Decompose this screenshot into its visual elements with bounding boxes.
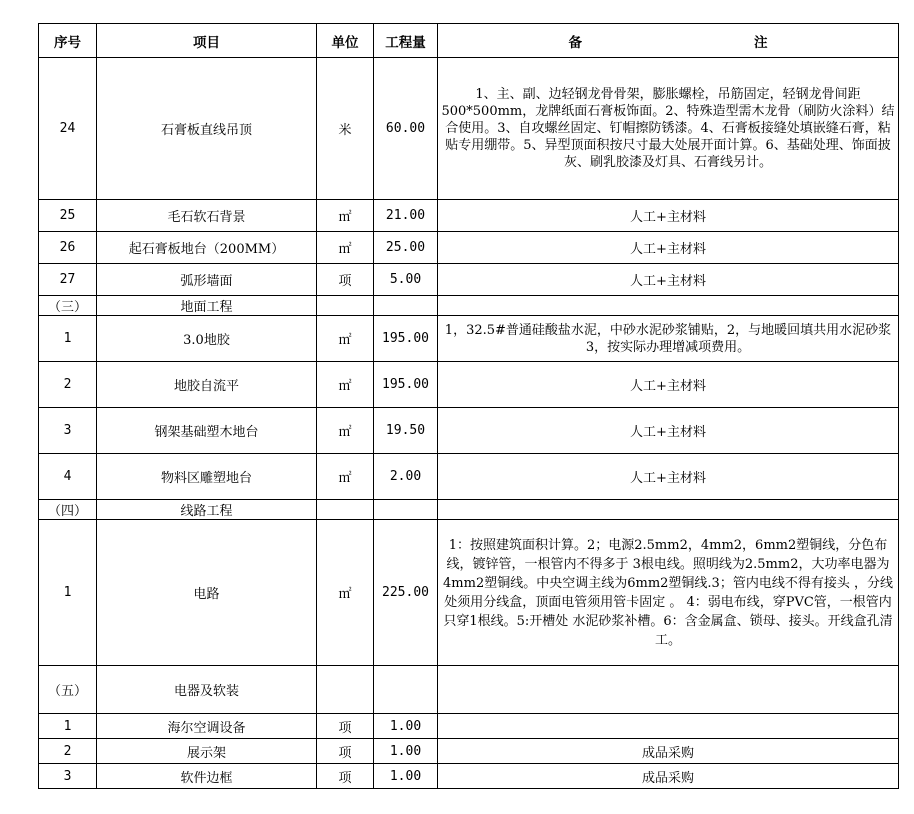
row-seq: 24	[39, 58, 97, 200]
empty-cell	[317, 500, 374, 520]
row-item: 电路	[97, 520, 317, 666]
empty-cell	[374, 666, 438, 714]
row-qty: 1.00	[374, 764, 438, 789]
row-qty: 21.00	[374, 200, 438, 232]
row-unit: 项	[317, 714, 374, 739]
empty-cell	[438, 296, 899, 316]
header-qty: 工程量	[374, 24, 438, 58]
row-note: 1，32.5#普通硅酸盐水泥，中砂水泥砂浆铺贴，2，与地暖回填共用水泥砂浆3，按实际办理增减项费用。	[438, 316, 899, 362]
table-row	[39, 520, 899, 666]
table-row	[39, 232, 899, 264]
empty-cell	[438, 500, 899, 520]
row-note: 人工+主材料	[438, 232, 899, 264]
row-seq: 4	[39, 454, 97, 500]
row-seq: 26	[39, 232, 97, 264]
empty-cell	[317, 296, 374, 316]
row-seq: 25	[39, 200, 97, 232]
row-item: 毛石软石背景	[97, 200, 317, 232]
header-note-b: 注	[754, 34, 768, 51]
row-unit: 项	[317, 739, 374, 764]
row-unit: 米	[317, 58, 374, 200]
row-note: 人工+主材料	[438, 200, 899, 232]
empty-cell	[317, 666, 374, 714]
row-note: 成品采购	[438, 739, 899, 764]
row-qty: 1.00	[374, 739, 438, 764]
row-seq: 3	[39, 764, 97, 789]
section-number: （五）	[39, 666, 97, 714]
row-seq: 3	[39, 408, 97, 454]
empty-cell	[438, 666, 899, 714]
row-seq: 1	[39, 520, 97, 666]
table-row	[39, 316, 899, 362]
row-note: 1：按照建筑面积计算。2；电源2.5mm2，4mm2，6mm2塑铜线，分色布 线，镀锌管，一根管内不得多于 3根电线。照明线为2.5mm2，大功率电器为 4mm2塑铜线。中央空调主线为6mm2塑铜线.3；管内电线不得有接头 ，分线处须用分线盒，顶面电管须用管卡固定 。 4：弱电布线，穿PVC管，一根管内只穿1根线。5:开槽处 水泥砂浆补槽。6：含金属盒、锁母、接头。开线盒孔清工。	[438, 520, 899, 666]
row-qty: 5.00	[374, 264, 438, 296]
row-unit: ㎡	[317, 200, 374, 232]
section-number: （四）	[39, 500, 97, 520]
table-row	[39, 739, 899, 764]
row-note	[438, 714, 899, 739]
section-number: （三）	[39, 296, 97, 316]
row-unit: ㎡	[317, 362, 374, 408]
row-item: 软件边框	[97, 764, 317, 789]
header-notes	[438, 24, 899, 58]
row-seq: 2	[39, 362, 97, 408]
row-qty: 195.00	[374, 362, 438, 408]
row-unit: 项	[317, 264, 374, 296]
section-row	[39, 296, 899, 316]
row-item: 弧形墙面	[97, 264, 317, 296]
header-note-a: 备	[568, 34, 582, 51]
row-unit: 项	[317, 764, 374, 789]
row-qty: 19.50	[374, 408, 438, 454]
quotation-table	[38, 23, 899, 789]
row-note: 人工+主材料	[438, 362, 899, 408]
header-seq: 序号	[39, 24, 97, 58]
empty-cell	[374, 296, 438, 316]
section-row	[39, 500, 899, 520]
row-qty: 25.00	[374, 232, 438, 264]
row-seq: 2	[39, 739, 97, 764]
section-title: 线路工程	[97, 500, 317, 520]
row-qty: 195.00	[374, 316, 438, 362]
row-seq: 1	[39, 316, 97, 362]
table-row	[39, 58, 899, 200]
row-item: 海尔空调设备	[97, 714, 317, 739]
row-qty: 225.00	[374, 520, 438, 666]
row-note: 成品采购	[438, 764, 899, 789]
row-item: 3.0地胶	[97, 316, 317, 362]
row-unit: ㎡	[317, 232, 374, 264]
section-title: 地面工程	[97, 296, 317, 316]
header-item: 项目	[97, 24, 317, 58]
table-row	[39, 408, 899, 454]
section-row	[39, 666, 899, 714]
table-row	[39, 454, 899, 500]
row-item: 起石膏板地台（200MM）	[97, 232, 317, 264]
section-title: 电器及软装	[97, 666, 317, 714]
row-seq: 27	[39, 264, 97, 296]
row-unit: ㎡	[317, 520, 374, 666]
row-note: 人工+主材料	[438, 408, 899, 454]
row-unit: ㎡	[317, 316, 374, 362]
header-unit: 单位	[317, 24, 374, 58]
row-qty: 60.00	[374, 58, 438, 200]
row-unit: ㎡	[317, 454, 374, 500]
row-item: 物料区雕塑地台	[97, 454, 317, 500]
table-row	[39, 264, 899, 296]
row-item: 钢架基础塑木地台	[97, 408, 317, 454]
header-row	[39, 24, 899, 58]
empty-cell	[374, 500, 438, 520]
row-note: 1、主、副、边轻钢龙骨骨架，膨胀螺栓，吊筋固定，轻钢龙骨间距500*500mm，龙牌纸面石膏板饰面。2、特殊造型需木龙骨（刷防火涂料）结合使用。3、自攻螺丝固定、钉帽擦防锈漆。4、石膏板接缝处填嵌缝石膏，粘贴专用绷带。5、异型顶面积按尺寸最大处展开面计算。6、基础处理、饰面披灰、刷乳胶漆及灯具、石膏线另计。	[438, 58, 899, 200]
row-qty: 2.00	[374, 454, 438, 500]
row-item: 展示架	[97, 739, 317, 764]
row-item: 石膏板直线吊顶	[97, 58, 317, 200]
table-row	[39, 200, 899, 232]
row-seq: 1	[39, 714, 97, 739]
table-row	[39, 764, 899, 789]
row-unit: ㎡	[317, 408, 374, 454]
row-note: 人工+主材料	[438, 264, 899, 296]
table-row	[39, 362, 899, 408]
row-qty: 1.00	[374, 714, 438, 739]
table-row	[39, 714, 899, 739]
row-item: 地胶自流平	[97, 362, 317, 408]
row-note: 人工+主材料	[438, 454, 899, 500]
